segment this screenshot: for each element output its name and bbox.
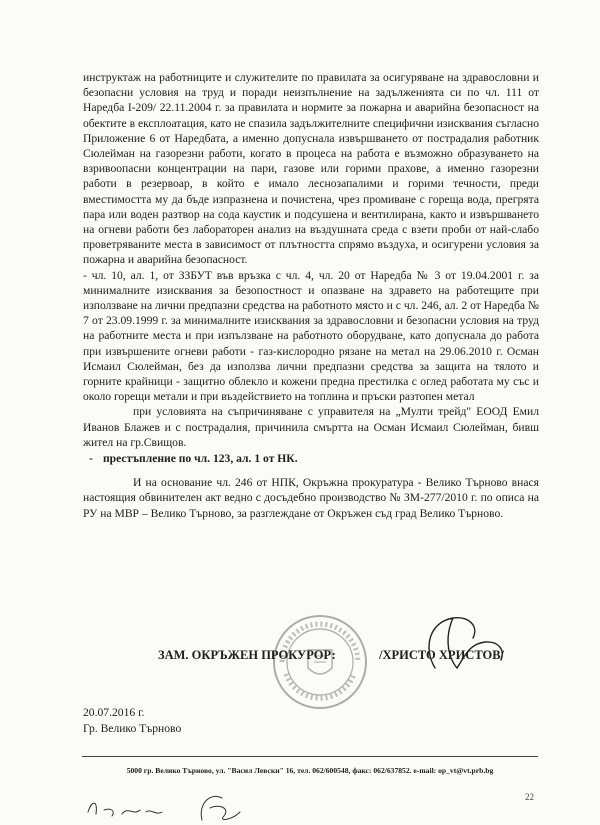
signatory-name: /ХРИСТО ХРИСТОВ/: [379, 648, 505, 662]
offence-text: престъпление по чл. 123, ал. 1 от НК.: [103, 452, 298, 466]
footer-divider: [82, 756, 538, 757]
offence-line: [83, 451, 539, 466]
document-date: 20.07.2016 г.: [83, 706, 145, 719]
paragraph-grounds: И на основание чл. 246 от НПК, Окръжна прокуратура - Велико Търново внася настоящия обвинителен акт ведно с досъдебно производство № ЗМ-277/2010 г. по описа на РУ на МВР – Велико Търново, за разглеждане от Окръжен съд град Велико Търново.: [83, 476, 539, 520]
signatory-role: ЗАМ. ОКРЪЖЕН ПРОКУРОР:: [158, 648, 336, 662]
page-number: 22: [525, 792, 534, 802]
bullet-dash-icon: -: [89, 452, 93, 466]
paragraph-zzbut: - чл. 10, ал. 1, от ЗЗБУТ във връзка с чл. 4, чл. 20 от Наредба № 3 от 19.04.2001 г. за минималните изисквания за безопостност и опазване на здравето на работещите при използване на лични предпазни средства на работното място и с чл. 246, ал. 2 от Наредба № 7 от 23.09.1999 г. за минималните изисквания за здравословни и безопасни условия на труд на работните места и при изпълзване на работното оборудване, като допуснала до работа при извършените огневи работи - газ-кислородно рязане на метал на 29.06.2010 г. Осман Исмаил Сюлейман, без да използва лични предпазни средства за защита на тялото и горните крайници - защитно облекло и кожени предна престилка с оглед работата му със и около горещи метали и при въздействието на топлина и пръски разтопен метал: [83, 268, 539, 404]
margin-handwriting: [80, 790, 260, 825]
handwritten-signature: [395, 608, 515, 678]
document-place: Гр. Велико Търново: [83, 722, 182, 735]
indictment-body: [83, 70, 539, 521]
paragraph-instructions: инструктаж на работниците и служителите по правилата за осигуряване на здравословни и безопасни условия на труд и поради неизпълнение на задълженията си по чл. 111 от Наредба I-209/ 22.11.2004 г. за правилата и нормите за пожарна и аварийна безопасност на обектите в експлоатация, като не спазила задължителните специфични изисквания съгласно Приложение 6 от Наредбата, а именно допуснала извършването от пострадалия работник Сюлейман на газорезни работи, когато в процеса на работа е възможно образуването на взривоопасни концентрации на пари, газове или горими прахове, а именно газорезни работи в резервоар, в който е имало леснозапалими и горими течности, преди вместимостта му да бъде изпразнена и почистена, чрез промиване с гореща вода, прегрята пара или воден разтвор на сода каустик и подсушена и вентилирана, както и извършването на огневи работи без лабораторен анализ на въздушната среда с взети проби от най-слабо проветряваните места в зависимост от плътността спрямо въздуха, и осигурени условия за пожарна и аварийна безопасност.: [83, 71, 539, 267]
paragraph-co-causation: при условията на съпричиняване с управителя на „Мулти трейд" ЕООД Емил Иванов Блажев и с пострадалия, причинила смъртта на Осман Исмаил Сюлейман, бивш жител на гр.Свищов.: [83, 405, 539, 449]
footer-address: 5000 гр. Велико Търново, ул. "Васил Левски" 16, тел. 062/600548, факс: 062/637852. e-mail: op_vt@vt.prb.bg: [126, 766, 494, 775]
